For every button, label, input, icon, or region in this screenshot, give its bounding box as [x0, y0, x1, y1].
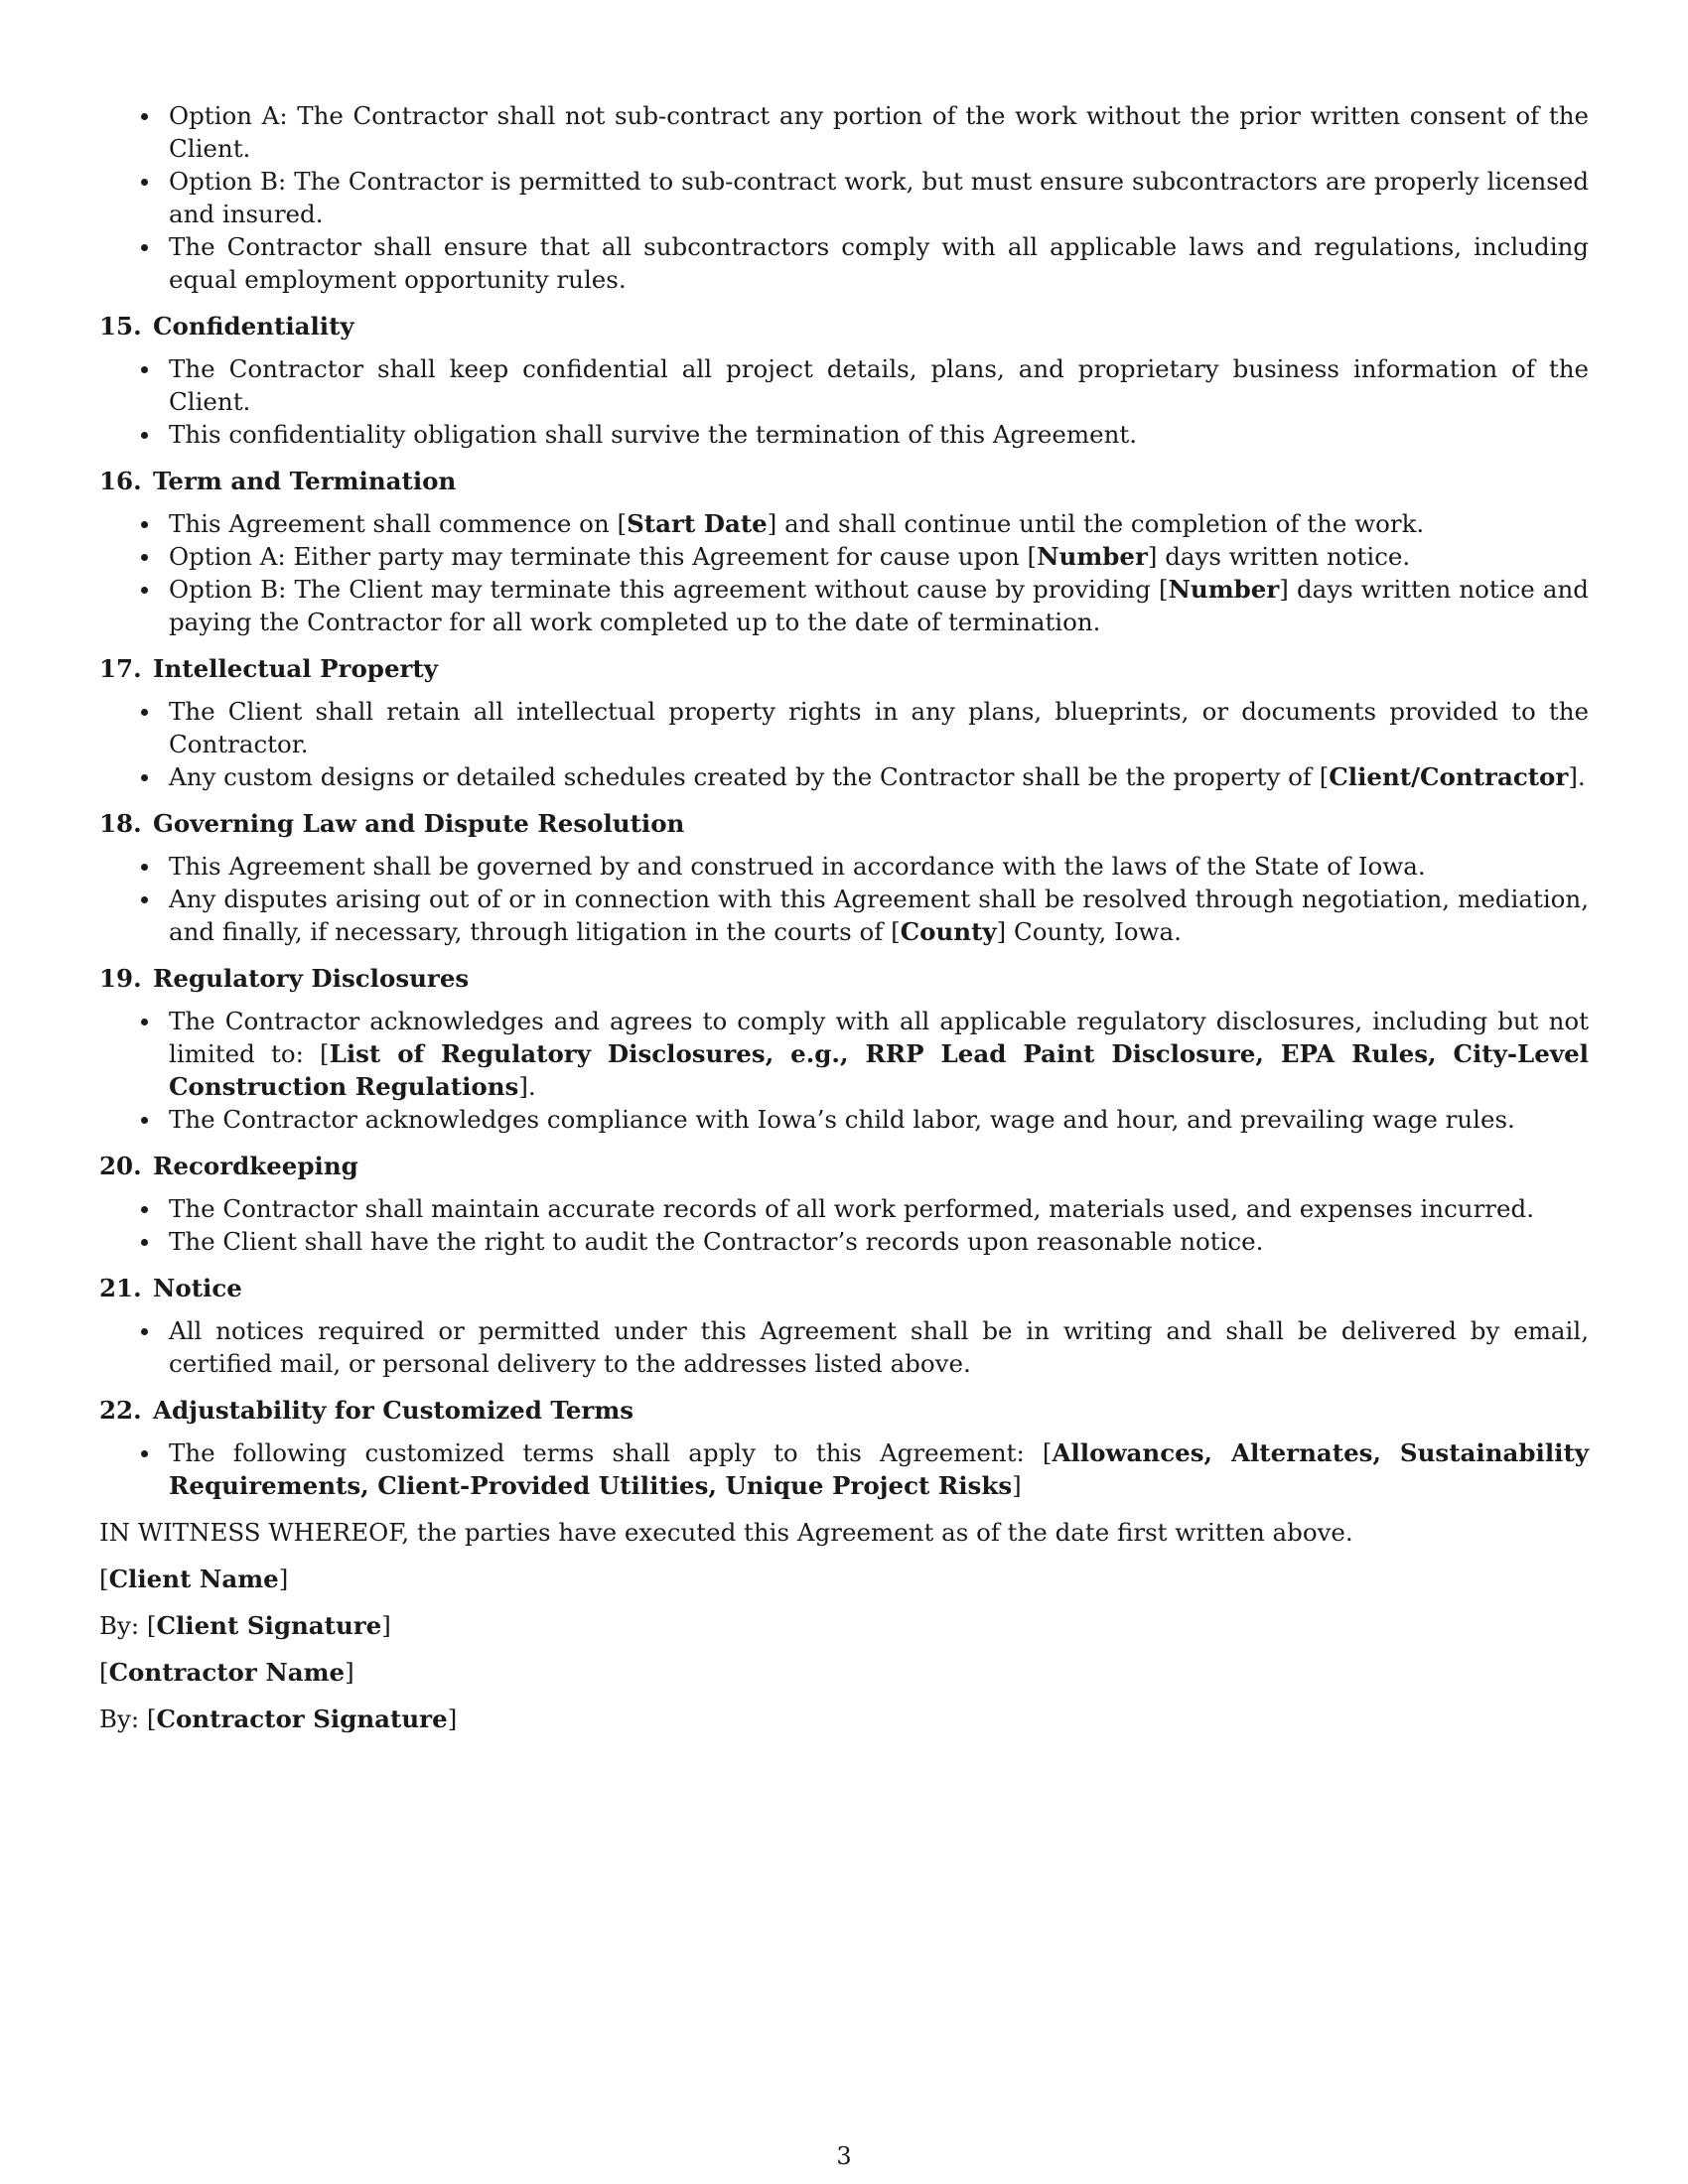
clause-text: This Agreement shall be governed by and construed in accordance with the laws of the State of Iowa.	[169, 852, 1426, 881]
section-heading	[99, 962, 1589, 995]
clause-text: This Agreement shall commence on [	[169, 509, 628, 538]
section-heading	[99, 652, 1589, 685]
section-number: 17.	[99, 654, 142, 683]
list-item	[99, 883, 1589, 948]
clause-text: The Client shall retain all intellectual property rights in any plans, blueprints, or documents provided to the Contractor.	[169, 697, 1589, 758]
clause-text: Option B: The Contractor is permitted to sub-contract work, but must ensure subcontractors are properly licensed and insured.	[169, 167, 1589, 228]
clause-text: Option A: The Contractor shall not sub-contract any portion of the work without the prior written consent of the Client.	[169, 101, 1589, 163]
clause-text: Option A: Either party may terminate this Agreement for cause upon [	[169, 542, 1038, 571]
list-item	[99, 850, 1589, 883]
placeholder-text: Client/Contractor	[1329, 762, 1569, 791]
list-item	[99, 1192, 1589, 1225]
clause-text: The Contractor shall maintain accurate records of all work performed, materials used, and expenses incurred.	[169, 1194, 1534, 1223]
clause-text: The Contractor shall keep confidential all project details, plans, and proprietary business information of the Client.	[169, 354, 1589, 416]
list-item	[99, 695, 1589, 760]
section-title: Confidentiality	[153, 312, 354, 341]
placeholder-text: Number	[1037, 542, 1148, 571]
section-title: Adjustability for Customized Terms	[153, 1396, 634, 1425]
section-title: Term and Termination	[153, 467, 457, 495]
section-list	[99, 1314, 1589, 1380]
section-number: 16.	[99, 467, 142, 495]
list-item	[99, 507, 1589, 540]
section-list	[99, 507, 1589, 638]
clause-text: The Contractor shall ensure that all subcontractors comply with all applicable laws and regulations, including equal employment opportunity rules.	[169, 232, 1589, 294]
contractor-name-placeholder: Contractor Name	[108, 1658, 346, 1687]
placeholder-text: County	[900, 917, 997, 946]
section-title: Intellectual Property	[153, 654, 438, 683]
client-signature-line: By: [Client Signature]	[99, 1611, 391, 1640]
section-heading	[99, 1150, 1589, 1182]
list-item	[99, 760, 1589, 793]
section-list	[99, 695, 1589, 793]
clause-text: This confidentiality obligation shall survive the termination of this Agreement.	[169, 420, 1138, 449]
client-name-placeholder: Client Name	[108, 1565, 279, 1593]
section-heading	[99, 1394, 1589, 1427]
clause-text: ].	[518, 1072, 536, 1101]
section-heading	[99, 465, 1589, 497]
list-item	[99, 418, 1589, 451]
clause-text: ] County, Iowa.	[996, 917, 1182, 946]
clause-text: All notices required or permitted under this Agreement shall be in writing and shall be delivered by email, certified mail, or personal delivery to the addresses listed above.	[169, 1316, 1589, 1378]
sections-container	[99, 99, 1589, 1502]
placeholder-text: Number	[1168, 575, 1280, 604]
section-number: 18.	[99, 809, 142, 838]
section-list	[99, 352, 1589, 451]
client-name-line: [Client Name]	[99, 1565, 289, 1593]
section-title: Notice	[153, 1274, 242, 1302]
section-list	[99, 850, 1589, 948]
list-item	[99, 573, 1589, 638]
section-number: 19.	[99, 964, 142, 993]
clause-text: Any disputes arising out of or in connection with this Agreement shall be resolved through negotiation, mediation, and finally, if necessary, through litigation in the courts of [	[169, 885, 1589, 946]
clause-text: ] days written notice and paying the Contractor for all work completed up to the date of termination.	[169, 575, 1589, 636]
section-number: 20.	[99, 1152, 142, 1180]
document-page	[99, 99, 1589, 1745]
list-item	[99, 1103, 1589, 1136]
section-heading	[99, 310, 1589, 342]
section-list	[99, 1192, 1589, 1258]
list-item	[99, 1225, 1589, 1258]
placeholder-text: List of Regulatory Disclosures, e.g., RRP Lead Paint Disclosure, EPA Rules, City-Level Construction Regulations	[169, 1039, 1589, 1101]
section-number: 21.	[99, 1274, 142, 1302]
contractor-name-line: [Contractor Name]	[99, 1658, 354, 1687]
section-heading	[99, 1272, 1589, 1304]
contractor-signature-placeholder: Contractor Signature	[156, 1705, 448, 1733]
section-title: Regulatory Disclosures	[153, 964, 470, 993]
placeholder-text: Allowances, Alternates, Sustainability Requirements, Client-Provided Utilities, Unique Project Risks	[169, 1438, 1590, 1500]
section-heading	[99, 807, 1589, 840]
clause-text: The Contractor acknowledges and agrees to comply with all applicable regulatory disclosures, including but not limited to: [	[169, 1007, 1589, 1068]
section-title: Governing Law and Dispute Resolution	[153, 809, 685, 838]
list-item	[99, 230, 1589, 296]
placeholder-text: Start Date	[627, 509, 768, 538]
clause-text: ] and shall continue until the completion of the work.	[767, 509, 1425, 538]
list-item	[99, 1005, 1589, 1103]
clause-text: ].	[1568, 762, 1586, 791]
client-signature-placeholder: Client Signature	[156, 1611, 382, 1640]
section-title: Recordkeeping	[153, 1152, 358, 1180]
clause-text: Option B: The Client may terminate this agreement without cause by providing [	[169, 575, 1169, 604]
clause-text: The following customized terms shall apply to this Agreement: [	[169, 1438, 1053, 1467]
witness-statement: IN WITNESS WHEREOF, the parties have executed this Agreement as of the date first written above.	[99, 1518, 1353, 1547]
clause-text: ] days written notice.	[1147, 542, 1411, 571]
list-item	[99, 540, 1589, 573]
list-item	[99, 99, 1589, 165]
list-item	[99, 1436, 1589, 1502]
list-item	[99, 165, 1589, 230]
clause-text: The Client shall have the right to audit the Contractor’s records upon reasonable notice.	[169, 1227, 1264, 1256]
section-number: 15.	[99, 312, 142, 341]
list-item	[99, 352, 1589, 418]
clause-text: The Contractor acknowledges compliance with Iowa’s child labor, wage and hour, and prevailing wage rules.	[169, 1105, 1515, 1134]
section-list	[99, 1436, 1589, 1502]
section-list	[99, 99, 1589, 296]
section-list	[99, 1005, 1589, 1136]
clause-text: Any custom designs or detailed schedules created by the Contractor shall be the property of [	[169, 762, 1330, 791]
list-item	[99, 1314, 1589, 1380]
contractor-signature-line: By: [Contractor Signature]	[99, 1705, 458, 1733]
clause-text: ]	[1012, 1471, 1022, 1500]
section-number: 22.	[99, 1396, 142, 1425]
page-number: 3	[836, 2142, 852, 2170]
